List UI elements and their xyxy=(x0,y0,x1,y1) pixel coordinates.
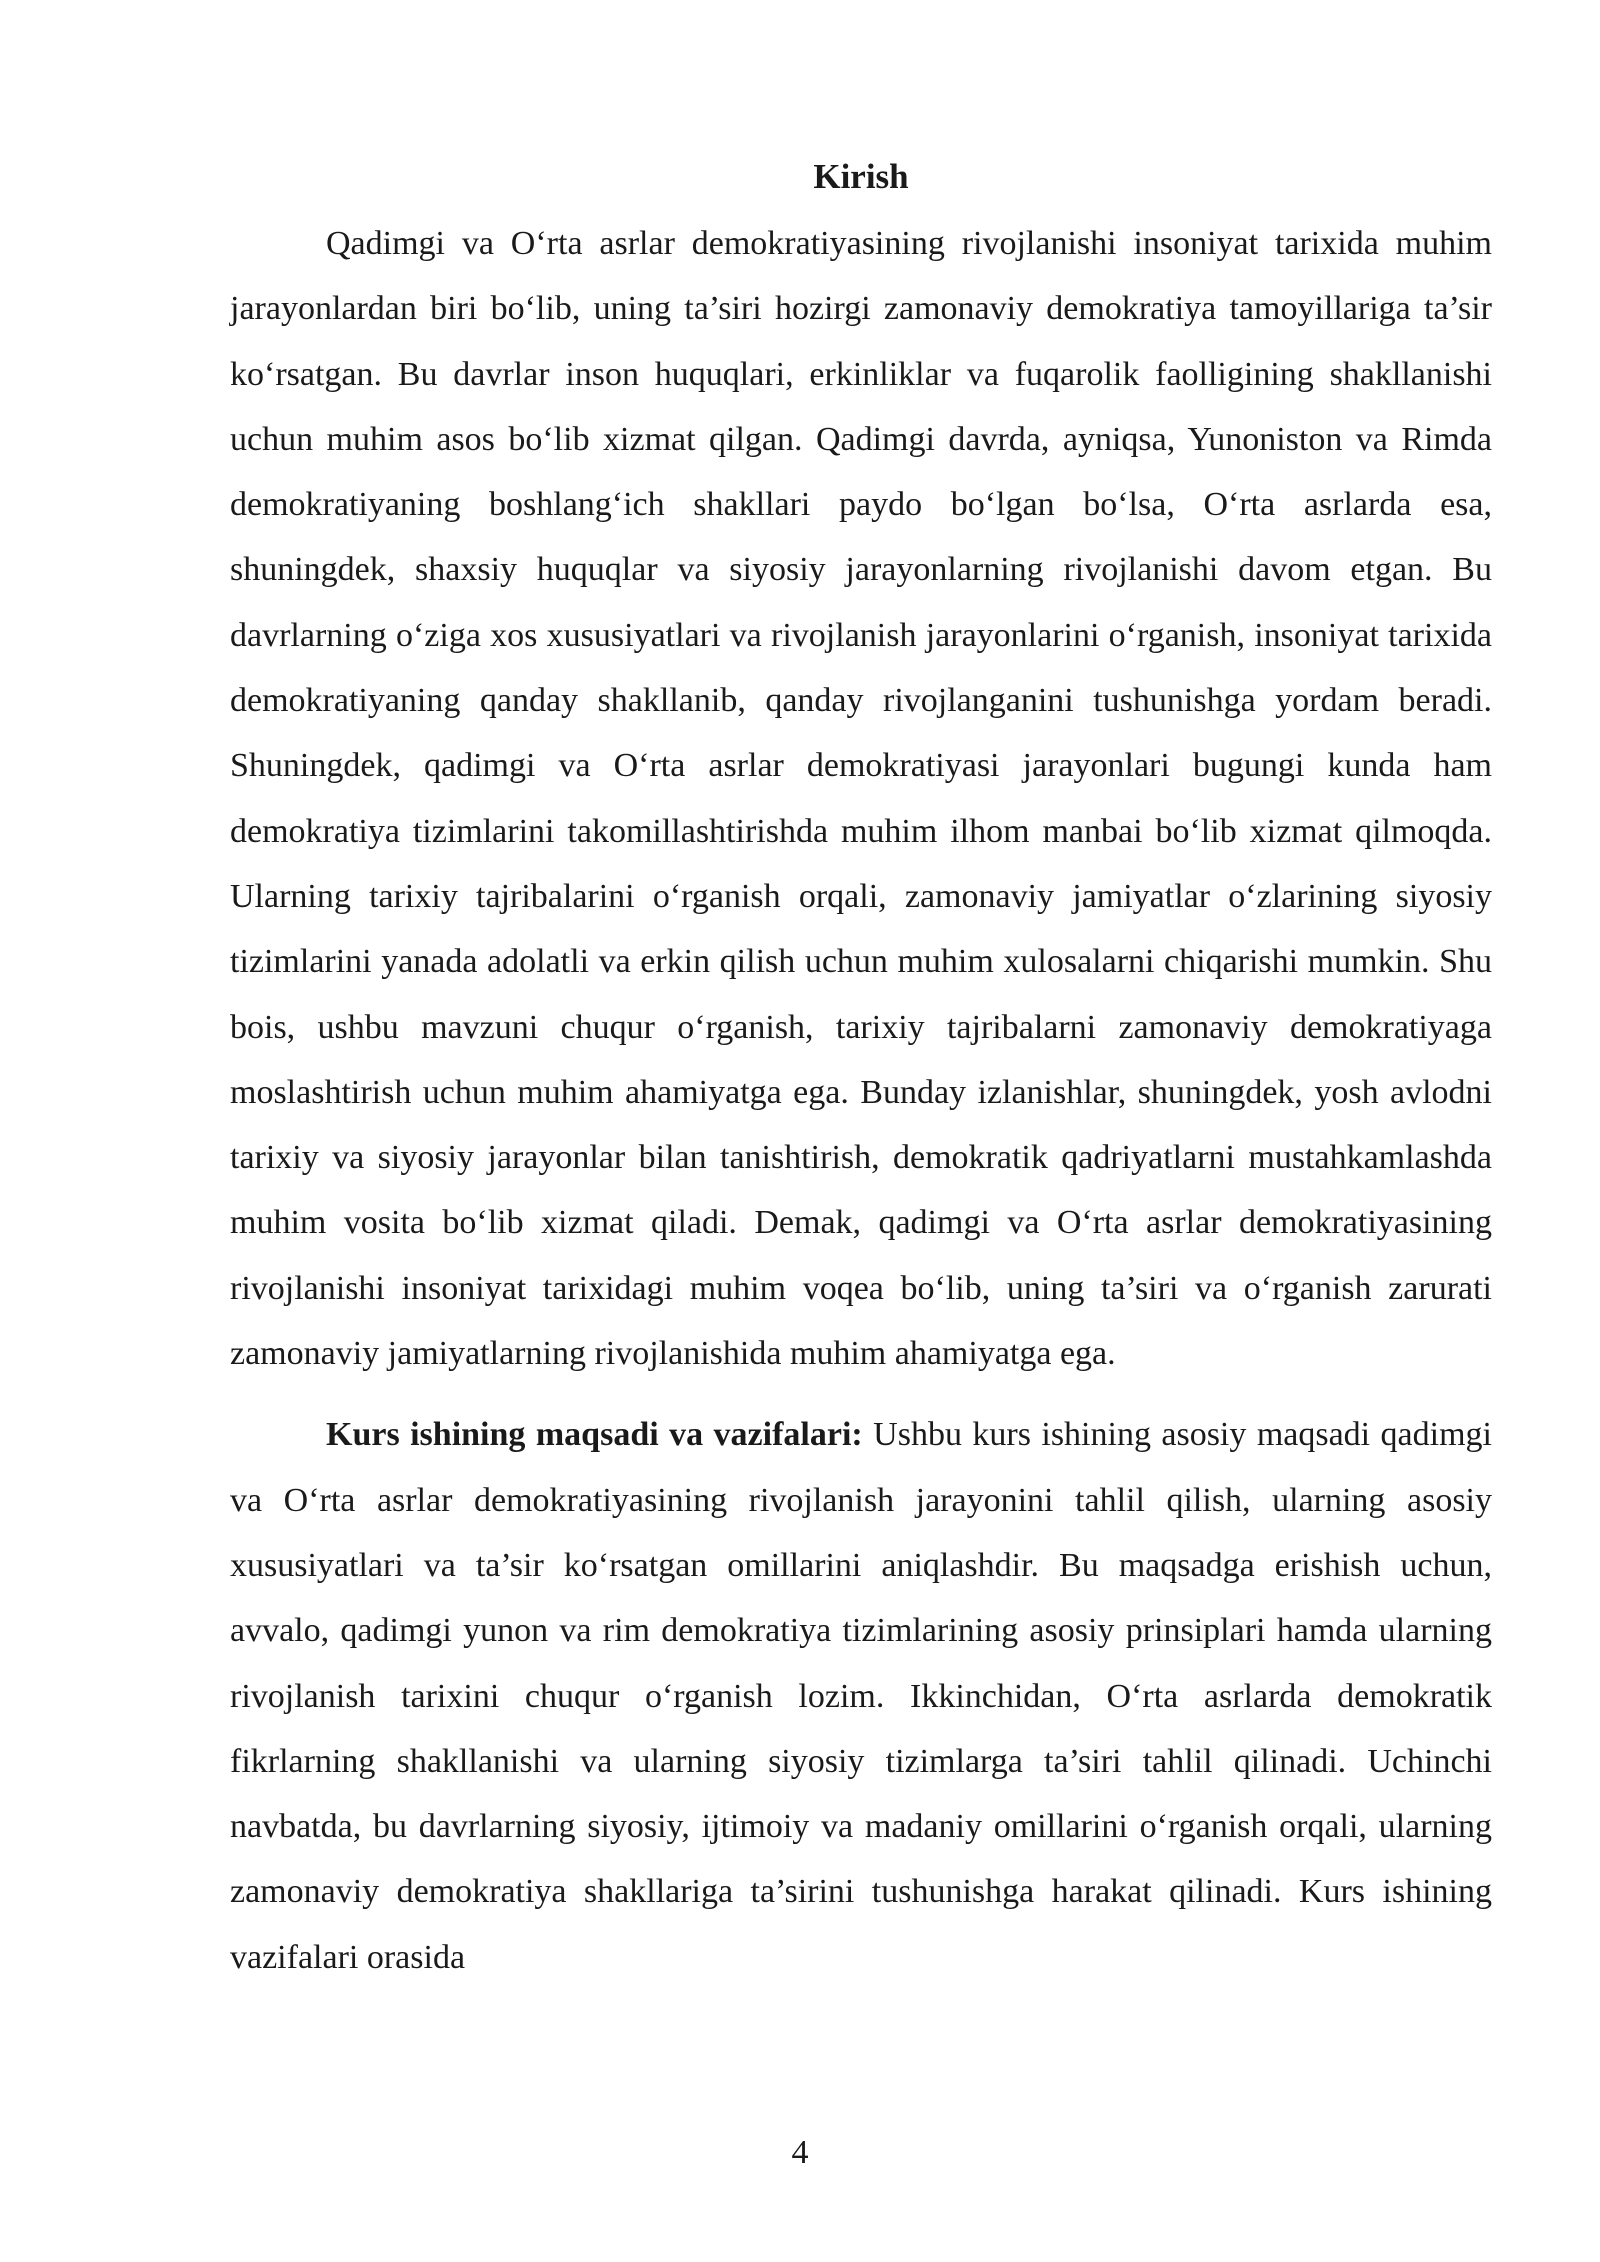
goals-body: Ushbu kurs ishining asosiy maqsadi qadimgi va O‘rta asrlar demokratiyasining rivojlanish jarayonini tahlil qilish, ularning asosiy xususiyatlari va ta’sir ko‘rsatgan omillarini aniqlashdir. Bu maqsadga erishish uchun, avvalo, qadimgi yunon va rim demokratiya tizimlarining asosiy prinsiplari hamda ularning rivojlanish tarixini chuqur o‘rganish lozim. Ikkinchidan, O‘rta asrlarda demokratik fikrlarning shakllanishi va ularning siyosiy tizimlarga ta’siri tahlil qilinadi. Uchinchi navbatda, bu davrlarning siyosiy, ijtimoiy va madaniy omillarini o‘rganish orqali, ularning zamonaviy demokratiya shakllariga ta’sirini tushunishga harakat qilinadi. Kurs ishining vazifalari orasida xyxy=(230,1416,1492,1976)
page-number: 4 xyxy=(791,2134,809,2171)
goals-lead: Kurs ishining maqsadi va vazifalari: xyxy=(326,1416,863,1454)
intro-paragraph: Qadimgi va O‘rta asrlar demokratiyasining rivojlanishi insoniyat tarixida muhim jarayonlardan biri bo‘lib, uning ta’siri hozirgi zamonaviy demokratiya tamoyillariga ta’sir ko‘rsatgan. Bu davrlar inson huquqlari, erkinliklar va fuqarolik faolligining shakllanishi uchun muhim asos bo‘lib xizmat qilgan. Qadimgi davrda, ayniqsa, Yunoniston va Rimda demokratiyaning boshlang‘ich shakllari paydo bo‘lgan bo‘lsa, O‘rta asrlarda esa, shuningdek, shaxsiy huquqlar va siyosiy jarayonlarning rivojlanishi davom etgan. Bu davrlarning o‘ziga xos xususiyatlari va rivojlanish jarayonlarini o‘rganish, insoniyat tarixida demokratiyaning qanday shakllanib, qanday rivojlanganini tushunishga yordam beradi. Shuningdek, qadimgi va O‘rta asrlar demokratiyasi jarayonlari bugungi kunda ham demokratiya tizimlarini takomillashtirishda muhim ilhom manbai bo‘lib xizmat qilmoqda. Ularning tarixiy tajribalarini o‘rganish orqali, zamonaviy jamiyatlar o‘zlarining siyosiy tizimlarini yanada adolatli va erkin qilish uchun muhim xulosalarni chiqarishi mumkin. Shu bois, ushbu mavzuni chuqur o‘rganish, tarixiy tajribalarni zamonaviy demokratiyaga moslashtirish uchun muhim ahamiyatga ega. Bunday izlanishlar, shuningdek, yosh avlodni tarixiy va siyosiy jarayonlar bilan tanishtirish, demokratik qadriyatlarni mustahkamlashda muhim vosita bo‘lib xizmat qiladi. Demak, qadimgi va O‘rta asrlar demokratiyasining rivojlanishi insoniyat tarixidagi muhim voqea bo‘lib, uning ta’siri va o‘rganish zarurati zamonaviy jamiyatlarning rivojlanishida muhim ahamiyatga ega. xyxy=(230,225,1492,1373)
section-heading: Kirish xyxy=(813,157,909,196)
document-page xyxy=(230,148,1492,1990)
goals-paragraph xyxy=(230,1402,1492,1990)
